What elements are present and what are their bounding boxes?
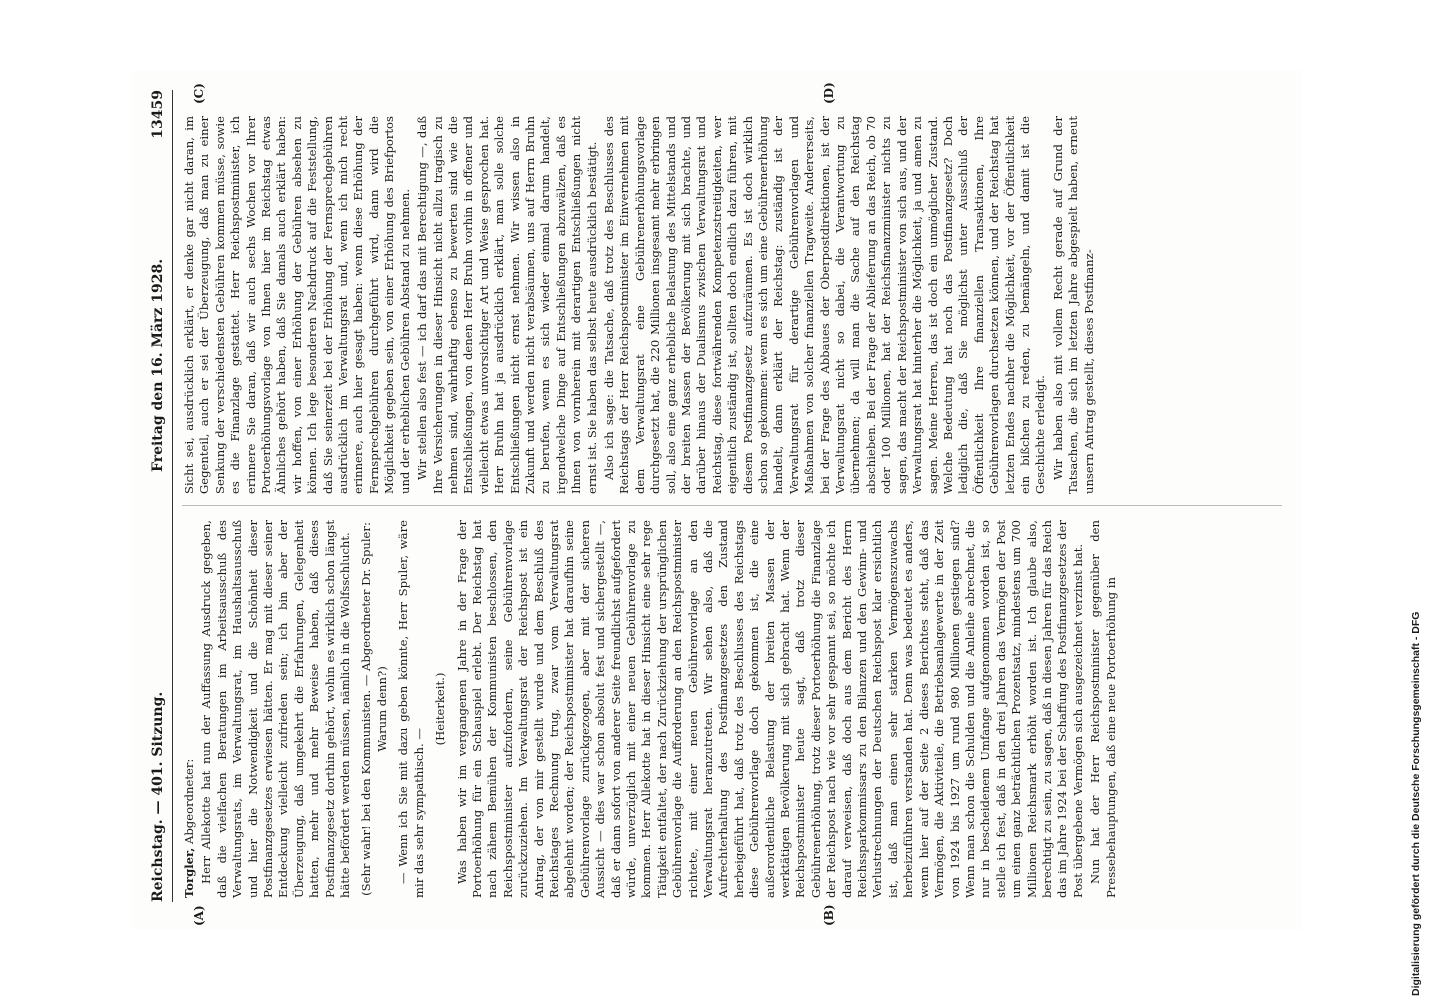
paragraph: Was haben wir im vergangenen Jahre in der Frage der Portoerhöhung für ein Schauspiel erlebt. Der Reichstag hat nach zähem Bemühen der Kommunisten beschlossen, den Reichspostminister aufzufordern, seine Gebührenvorlage zurückzuziehen. Im Verwaltungsrat der Reichspost ist ein Antrag, der von mir gestellt wurde und dem Beschluß des Reichstages Rechnung trug, zwar vom Verwaltungsrat abgelehnt worden; der Reichspostminister hat daraufhin seine Gebührenvorlage zurückgezogen, aber mit der sicheren Aussicht — dies war schon absolut fest und sichergestellt —, daß er dann sofort von anderer Seite freundlichst aufgefordert würde, unverzüglich mit einer neuen Gebührenvorlage zu kommen. Herr Allekotte hat in dieser Hinsicht eine sehr rege Tätigkeit entfaltet, der nach Zurückziehung der ursprünglichen Gebührenvorlage die Aufforderung an den Reichspostminister richtete, mit einer neuen Gebührenvorlage an den Verwaltungsrat heranzutreten. Wir sehen also, daß die Aufrechterhaltung des Postfinanzgesetzes den Zustand herbeigeführt hat, daß trotz des Beschlusses des Reichstags diese Gebührenvorlage doch gekommen ist, die eine außerordentliche Belastung der breiten Massen der werktätigen Bevölkerung mit sich gebracht hat. Wenn der Reichspostminister heute sagt, daß trotz dieser Gebührenerhöhung, trotz dieser Portoerhöhung die Finanzlage der Reichspost nach wie vor sehr gespannt sei, so möchte ich darauf verweisen, daß doch aus dem Bericht des Herrn Reichssparkommissars zu den Bilanzen und den Gewinn- und Verlustrechnungen der Deutschen Reichspost klar ersichtlich ist, daß man einen sehr starken Vermögenszuwachs herbeizuführen verstanden hat. Denn was bedeutet es anders, wenn hier auf der Seite 2 dieses Berichtes steht, daß das Vermögen, die Aktiviteile, die Betriebsanlagewerte in der Zeit von 1924 bis 1927 um rund 980 Millionen gestiegen sind? Wenn man schon die Schulden und die Anleihe abrechnet, die nur in bescheidenem Umfange aufgenommen worden ist, so stelle ich fest, daß in den drei Jahren das Vermögen der Post um einen ganz beträchtlichen Prozentsatz, mindestens um 700 Millionen Reichsmark erhöht worden ist. Ich glaube also, berechtigt zu sein, zu sagen, daß in diesen Jahren für das Reich das im Jahre 1924 bei der Schaffung des Postfinanzgesetzes der Post übergebene Vermögen sich ausgezeichnet verzinst hat. (454, 520, 1085, 898)
header-date: Freitag den 16. März 1928. (150, 258, 166, 472)
paragraph: Also ich sage: die Tatsache, daß trotz des Beschlusses des Reichstags der Herr Reichspostminister im Einvernehmen mit dem Verwaltungsrat eine Gebührenerhöhungsvorlage durchgesetzt hat, die 220 Millionen insgesamt mehr erbringen soll, also eine ganz erhebliche Belastung des Mittelstands und der breiten Massen der Bevölkerung mit sich brachte, und darüber hinaus der Dualismus zwischen Verwaltungsrat und Reichstag, diese fortwährenden Kompetenzstreitigkeiten, wer eigentlich zuständig ist, sollten doch endlich dazu führen, mit diesem Postfinanzgesetz aufzuräumen. Es ist doch wirklich schon so gekommen: wenn es sich um eine Gebührenerhöhung handelt, dann erklärt der Reichstag: zuständig ist der Verwaltungsrat für derartige Gebührenvorlagen und Maßnahmen von solcher finanziellen Tragweite. Andererseits, bei der Frage des Abbaues der Oberpostdirektionen, ist der Verwaltungsrat nicht so dabei, die Verantwortung zu übernehmen; da will man die Sache auf den Reichstag abschieben. Bei der Frage der Ablieferung an das Reich, ob 70 oder 100 Millionen, hat der Reichsfinanzminister nichts zu sagen, das macht der Reichspostminister von sich aus, und der Verwaltungsrat hat hinterher die Möglichkeit, ja und amen zu sagen. Meine Herren, das ist doch ein unmöglicher Zustand. Welche Bedeutung hat noch das Postfinanzgesetz? Doch lediglich die, daß Sie möglichst unter Ausschluß der Öffentlichkeit Ihre finanziellen Transaktionen, Ihre Gebührenvorlagen durchsetzen können, und der Reichstag hat letzten Endes nachher die Möglichkeit, vor der Öffentlichkeit ein bißchen zu reden, zu bemängeln, und damit ist die Geschichte erledigt. (601, 116, 1048, 494)
header-left: Reichstag. — 401. Sitzung. (150, 691, 166, 902)
interjection: (Heiterkeit.) (433, 672, 448, 746)
margin-mark-b: (B) (822, 904, 836, 926)
speaker-name: Torgler, (182, 847, 196, 898)
left-column (182, 520, 1282, 898)
paragraph: Herr Allekotte hat nun der Auffassung Ausdruck gegeben, daß die vielfachen Beratungen im Arbeitsausschuß des Verwaltungsrats, im Verwaltungsrat, im Haushaltsausschuß und hier die Notwendigkeit und die Schönheit dieser Postfinanzgesetzes erwiesen hätten. Er mag mit dieser seiner Entdeckung vielleicht zufrieden sein; ich bin aber der Überzeugung, daß umgekehrt die Erfahrungen, Gelegenheit hatten, mehr und mehr Beweise haben, daß dieses Postfinanzgesetz dorthin gehört, wohin es wirklich schon längst hätte befördert werden müssen, nämlich in die Wolfsschlucht. (199, 520, 353, 898)
digitization-credit: Digitalisierung gefördert durch die Deutsche Forschungsgemeinschaft - DFG (1410, 611, 1422, 996)
speaker-role: Abgeordneter: (182, 758, 196, 844)
margin-mark-d: (D) (822, 82, 836, 104)
interjection: (Sehr wahr! bei den Kommunisten. — Abgeordneter Dr. Spuler: Warum denn?) (359, 522, 389, 896)
paragraph: — Wenn ich Sie mit dazu geben könnte, Herr Spuler, wäre mir das sehr sympathisch. — (396, 520, 426, 898)
column-divider (182, 505, 1282, 506)
page-number: 13459 (150, 90, 166, 139)
document-page (132, 70, 1302, 930)
paragraph: Sicht sei, ausdrücklich erklärt, er denke gar nicht daran, im Gegenteil, auch er sei der Überzeugung, daß man zu einer Senkung der verschiedensten Gebühren kommen müsse, sowie es die Finanzlage gestattet. Herr Reichspostminister, ich erinnere Sie daran, daß wir auch sechs Wochen vor Ihrer Portoerhöhungsvorlage von Ihnen hier im Reichstag etwas Ähnliches gehört haben, daß Sie damals auch erklärt haben: wir hoffen, von einer Erhöhung der Gebühren absehen zu können. Ich lege besonderen Nachdruck auf die Feststellung, daß Sie seinerzeit bei der Erhöhung der Fernsprechgebühren ausdrücklich im Verwaltungsrat und, wenn ich mich recht erinnere, auch hier gesagt haben: wenn diese Erhöhung der Fernsprechgebühren durchgeführt wird, dann wird die Möglichkeit gegeben sein, von einer Erhöhung des Briefportos und der erheblichen Gebühren Abstand zu nehmen. (182, 116, 412, 494)
paragraph: Wir stellen also fest — ich darf das mit Berechtigung —, daß Ihre Versicherungen in dieser Hinsicht nicht allzu tragisch zu nehmen sind, wahrhaftig ebenso zu bewerten sind wie die Entschließungen, von denen Herr Bruhn vorhin in offener und vielleicht etwas unvorsichtiger Art und Weise gesprochen hat. Herr Bruhn hat ja ausdrücklich erklärt, man solle solche Entschließungen nicht ernst nehmen. Wir wissen also in Zukunft und werden nicht verabsäumen, uns auf Herrn Bruhn zu berufen, wenn es sich wieder einmal darum handelt, irgendwelche Dinge auf Entschließungen abzuwälzen, daß es Ihnen von vornherein mit derartigen Entschließungen nicht ernst ist. Sie haben das selbst heute ausdrücklich bestätigt. (415, 116, 599, 494)
paragraph: Nun hat der Herr Reichspostminister gegenüber den Pressebehauptungen, daß eine neue Portoerhöhung in (1088, 520, 1118, 898)
speaker-line (182, 520, 197, 898)
margin-mark-a: (A) (192, 905, 206, 926)
page-header (146, 90, 173, 902)
margin-mark-c: (C) (192, 83, 206, 104)
paragraph: Wir haben also mit vollem Recht gerade auf Grund der Tatsachen, die sich im letzten Jahre abgespielt haben, erneut unsern Antrag gestellt, dieses Postfinanz- (1050, 116, 1096, 494)
right-column (182, 116, 1282, 494)
